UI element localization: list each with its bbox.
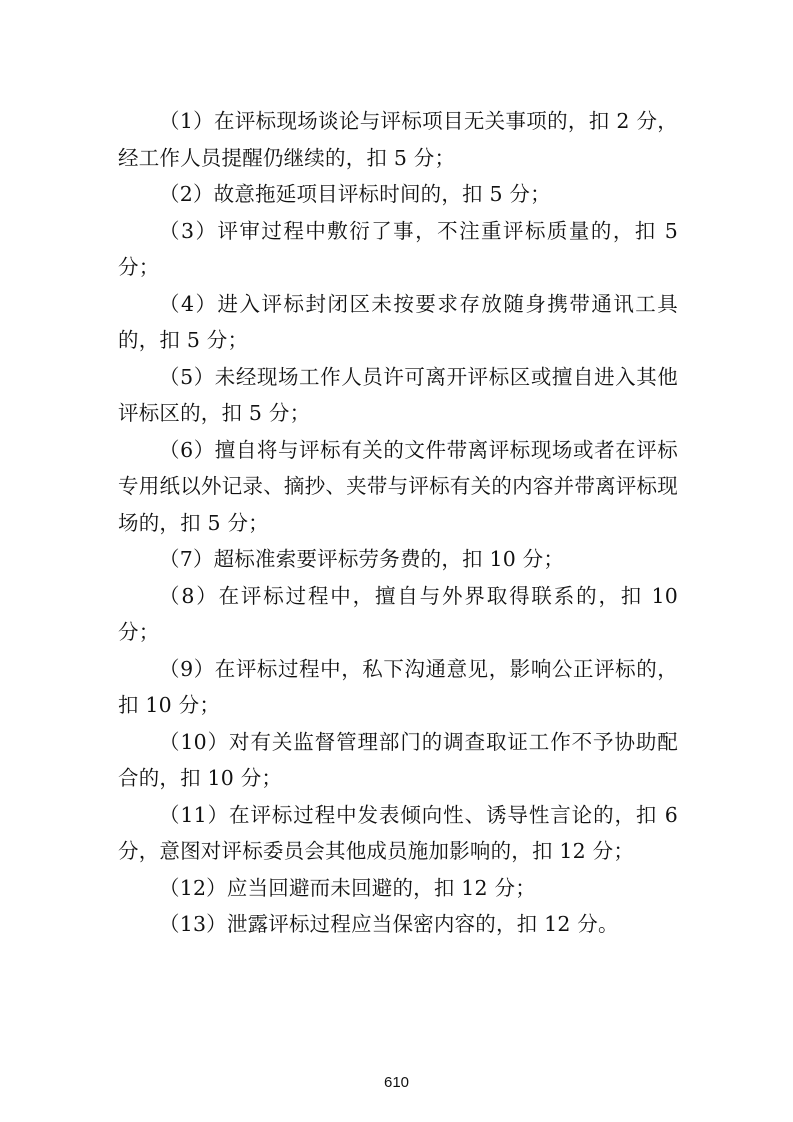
paragraph-item-4: （4）进入评标封闭区未按要求存放随身携带通讯工具的，扣 5 分；: [118, 291, 678, 352]
paragraph-item-13: （13）泄露评标过程应当保密内容的，扣 12 分。: [159, 912, 619, 936]
paragraph-item-9: （9）在评标过程中，私下沟通意见，影响公正评标的，扣 10 分；: [118, 656, 678, 717]
paragraph-item-8: （8）在评标过程中，擅自与外界取得联系的，扣 10 分；: [118, 583, 678, 644]
paragraph-item-12: （12）应当回避而未回避的，扣 12 分；: [159, 875, 536, 900]
paragraph-item-11: （11）在评标过程中发表倾向性、诱导性言论的，扣 6 分，意图对评标委员会其他成员施加影响的，扣 12 分；: [118, 802, 678, 863]
paragraph-item-5: （5）未经现场工作人员许可离开评标区或擅自进入其他评标区的，扣 5 分；: [118, 364, 678, 425]
page-number: 610: [383, 1074, 410, 1091]
paragraph-item-1: （1）在评标现场谈论与评标项目无关事项的，扣 2 分，经工作人员提醒仍继续的，扣 5 分；: [118, 109, 678, 170]
paragraph-item-6: （6）擅自将与评标有关的文件带离评标现场或者在评标专用纸以外记录、摘抄、夹带与评标有关的内容并带离评标现场的，扣 5 分；: [118, 437, 678, 535]
paragraph-item-3: （3）评审过程中敷衍了事，不注重评标质量的，扣 5 分；: [118, 218, 678, 279]
paragraph-item-10: （10）对有关监督管理部门的调查取证工作不予协助配合的，扣 10 分；: [118, 729, 678, 790]
paragraph-item-7: （7）超标准索要评标劳务费的，扣 10 分；: [159, 547, 565, 571]
paragraph-item-2: （2）故意拖延项目评标时间的，扣 5 分；: [159, 182, 551, 206]
document-body: [118, 103, 678, 943]
